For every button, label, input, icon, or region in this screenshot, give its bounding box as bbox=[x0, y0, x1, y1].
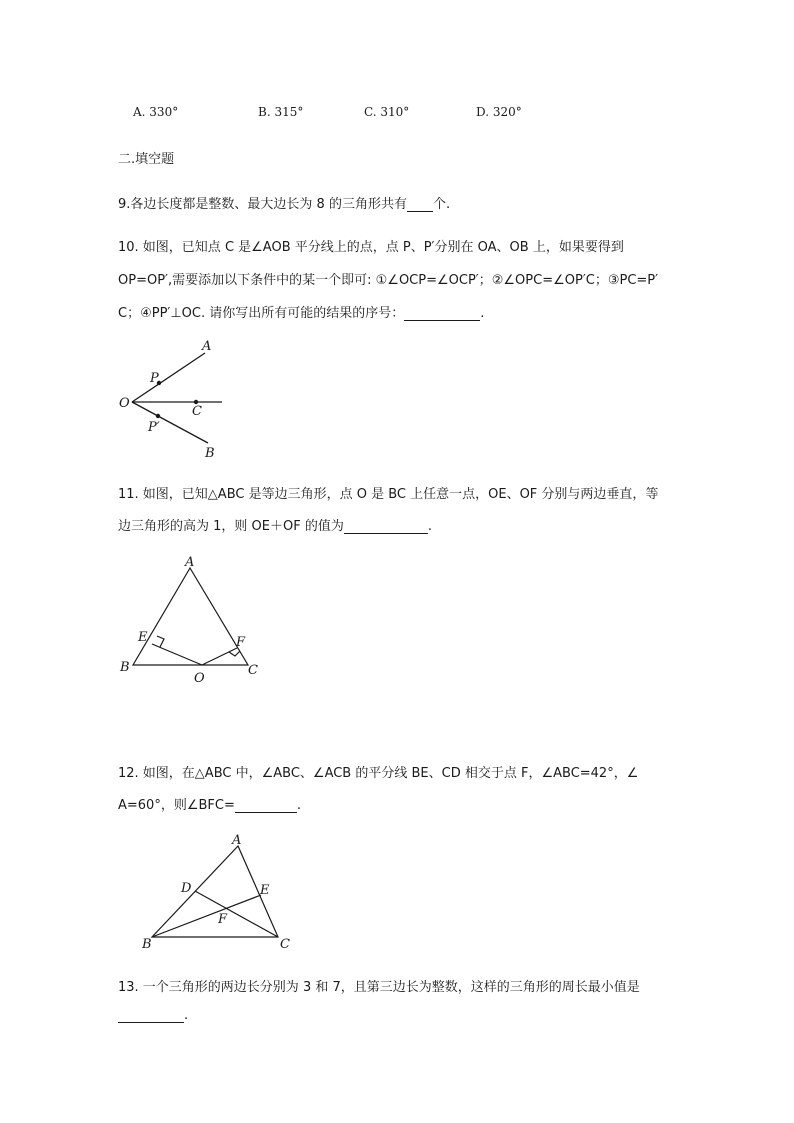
q11-blank bbox=[344, 520, 428, 534]
label-c: C bbox=[280, 937, 290, 952]
question-9 bbox=[118, 193, 450, 212]
q10-blank bbox=[404, 307, 480, 321]
label-e: E bbox=[138, 630, 148, 645]
label-o: O bbox=[119, 396, 130, 411]
q11-figure bbox=[118, 553, 268, 688]
q10-line1: 10. 如图，已知点 C 是∠AOB 平分线上的点，点 P、P′分别在 OA、OB 上，如果要得到 bbox=[118, 240, 624, 255]
label-p-prime: P′ bbox=[148, 420, 160, 435]
q9-blank bbox=[407, 198, 433, 212]
option-c: C. 310° bbox=[364, 105, 410, 119]
label-d: D bbox=[181, 881, 192, 896]
label-a: A bbox=[232, 833, 242, 848]
label-b: B bbox=[120, 660, 130, 675]
label-c: C bbox=[192, 404, 202, 419]
q11-line2 bbox=[118, 515, 432, 534]
segment-of bbox=[202, 648, 237, 665]
q12-line1: 12. 如图，在△ABC 中，∠ABC、∠ACB 的平分线 BE、CD 相交于点 F，∠ABC=42°，∠ bbox=[118, 766, 639, 781]
q13-line1: 13. 一个三角形的两边长分别为 3 和 7，且第三边长为整数，这样的三角形的周长最小值是 bbox=[118, 980, 640, 995]
q12-text-after: . bbox=[296, 798, 301, 813]
section-heading: 二.填空题 bbox=[118, 152, 175, 167]
option-a: A. 330° bbox=[133, 105, 179, 119]
q11-text-before: 边三角形的高为 1，则 OE＋OF 的值为 bbox=[118, 519, 344, 534]
q10-line2: OP=OP′,需要添加以下条件中的某一个即可: ①∠OCP=∠OCP′；②∠OPC=∠OP′C；③PC=P′ bbox=[118, 273, 659, 288]
bisector-be bbox=[152, 895, 261, 937]
label-a: A bbox=[202, 339, 212, 354]
label-b: B bbox=[205, 446, 215, 461]
option-d: D. 320° bbox=[476, 105, 522, 119]
label-p: P bbox=[150, 371, 159, 386]
q13-text-after: . bbox=[184, 1008, 189, 1023]
label-f: F bbox=[218, 912, 228, 927]
q11-text-after: . bbox=[427, 519, 432, 534]
q10-text-after: . bbox=[480, 306, 485, 321]
segment-oe bbox=[152, 644, 202, 665]
label-f: F bbox=[236, 635, 246, 650]
q10-text-before: C；④PP′⊥OC. 请你写出所有可能的结果的序号： bbox=[118, 306, 405, 321]
q11-line1: 11. 如图，已知△ABC 是等边三角形，点 O 是 BC 上任意一点，OE、OF 分别与两边垂直，等 bbox=[118, 487, 659, 502]
option-b: B. 315° bbox=[258, 105, 304, 119]
label-b: B bbox=[142, 937, 152, 952]
q13-blank bbox=[118, 1009, 184, 1023]
ray-oa bbox=[132, 353, 205, 402]
q9-text-before: 9.各边长度都是整数、最大边长为 8 的三角形共有 bbox=[118, 197, 407, 212]
q13-line2 bbox=[118, 1008, 188, 1023]
label-c: C bbox=[248, 663, 258, 678]
right-angle-e bbox=[157, 636, 164, 647]
q10-line3 bbox=[118, 302, 484, 321]
label-a: A bbox=[185, 555, 195, 570]
q12-blank bbox=[235, 799, 297, 813]
q12-line2 bbox=[118, 794, 301, 813]
label-o: O bbox=[194, 671, 205, 686]
q9-text-after: 个. bbox=[432, 197, 451, 212]
q12-figure bbox=[138, 830, 298, 955]
q12-text-before: A=60°，则∠BFC= bbox=[118, 798, 235, 813]
label-e: E bbox=[260, 883, 270, 898]
q10-figure bbox=[110, 335, 240, 465]
point-p-prime bbox=[156, 414, 160, 418]
